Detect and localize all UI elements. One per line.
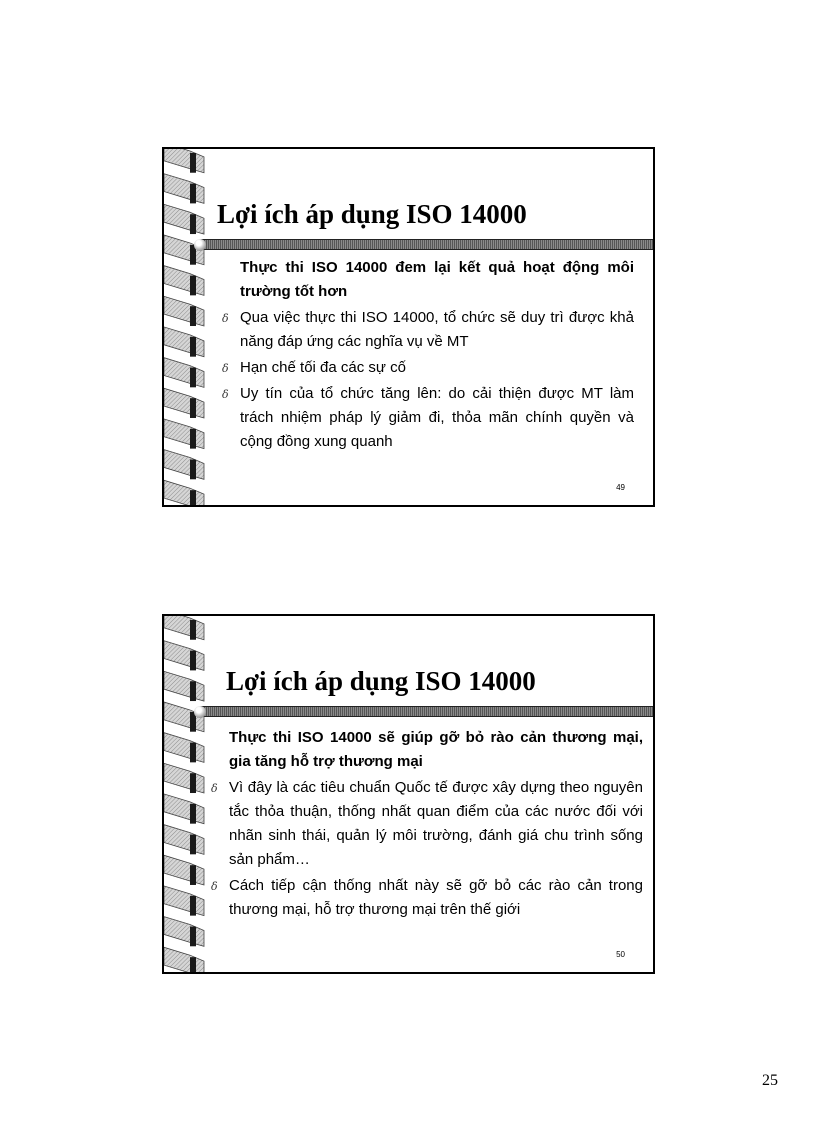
slide-number: 50 bbox=[616, 950, 625, 959]
page-number: 25 bbox=[762, 1072, 778, 1089]
slide-title: Lợi ích áp dụng ISO 14000 bbox=[226, 666, 536, 696]
slide-content bbox=[222, 256, 634, 456]
bullet-text: Uy tín của tổ chức tăng lên: do cải thiện được MT làm trách nhiệm pháp lý giảm đi, thỏa mãn chính quyền và cộng đồng xung quanh bbox=[240, 385, 634, 450]
slide-number: 49 bbox=[616, 483, 625, 492]
scroll-bullet-icon: ẟ bbox=[211, 880, 218, 893]
bullet-text: Qua việc thực thi ISO 14000, tổ chức sẽ duy trì được khả năng đáp ứng các nghĩa vụ về MT bbox=[240, 309, 634, 350]
scroll-bullet-icon: ẟ bbox=[211, 782, 218, 795]
scroll-bullet-icon: ẟ bbox=[222, 312, 229, 325]
spiral-binding-decoration bbox=[164, 149, 208, 505]
bullet-item bbox=[222, 306, 634, 354]
slide-50 bbox=[162, 614, 655, 974]
bullet-text: Vì đây là các tiêu chuẩn Quốc tế được xây dựng theo nguyên tắc thỏa thuận, thống nhất quan điểm của các nước đối với nhãn sinh thái, quản lý môi trường, đánh giá chu trình sống sản phẩm… bbox=[229, 779, 643, 868]
slide-content bbox=[211, 726, 643, 924]
slide-lead-text: Thực thi ISO 14000 sẽ giúp gỡ bỏ rào cản thương mại, gia tăng hỗ trợ thương mại bbox=[229, 729, 643, 770]
title-underline-bar bbox=[200, 239, 653, 250]
slide-title: Lợi ích áp dụng ISO 14000 bbox=[217, 199, 527, 229]
bullet-item bbox=[211, 874, 643, 922]
bullet-text: Cách tiếp cận thống nhất này sẽ gỡ bỏ các rào cản trong thương mại, hỗ trợ thương mại trên thế giới bbox=[229, 877, 643, 918]
title-underline-knob bbox=[194, 239, 206, 251]
title-underline-knob bbox=[194, 706, 206, 718]
bullet-item bbox=[222, 356, 634, 380]
slide-lead-text: Thực thi ISO 14000 đem lại kết quả hoạt động môi trường tốt hơn bbox=[240, 259, 634, 300]
scroll-bullet-icon: ẟ bbox=[222, 362, 229, 375]
bullet-item bbox=[211, 776, 643, 872]
scroll-bullet-icon: ẟ bbox=[222, 388, 229, 401]
bullet-item bbox=[222, 382, 634, 454]
spiral-binding-decoration bbox=[164, 616, 208, 972]
slide-49 bbox=[162, 147, 655, 507]
bullet-text: Hạn chế tối đa các sự cố bbox=[240, 359, 406, 376]
title-underline-bar bbox=[200, 706, 653, 717]
